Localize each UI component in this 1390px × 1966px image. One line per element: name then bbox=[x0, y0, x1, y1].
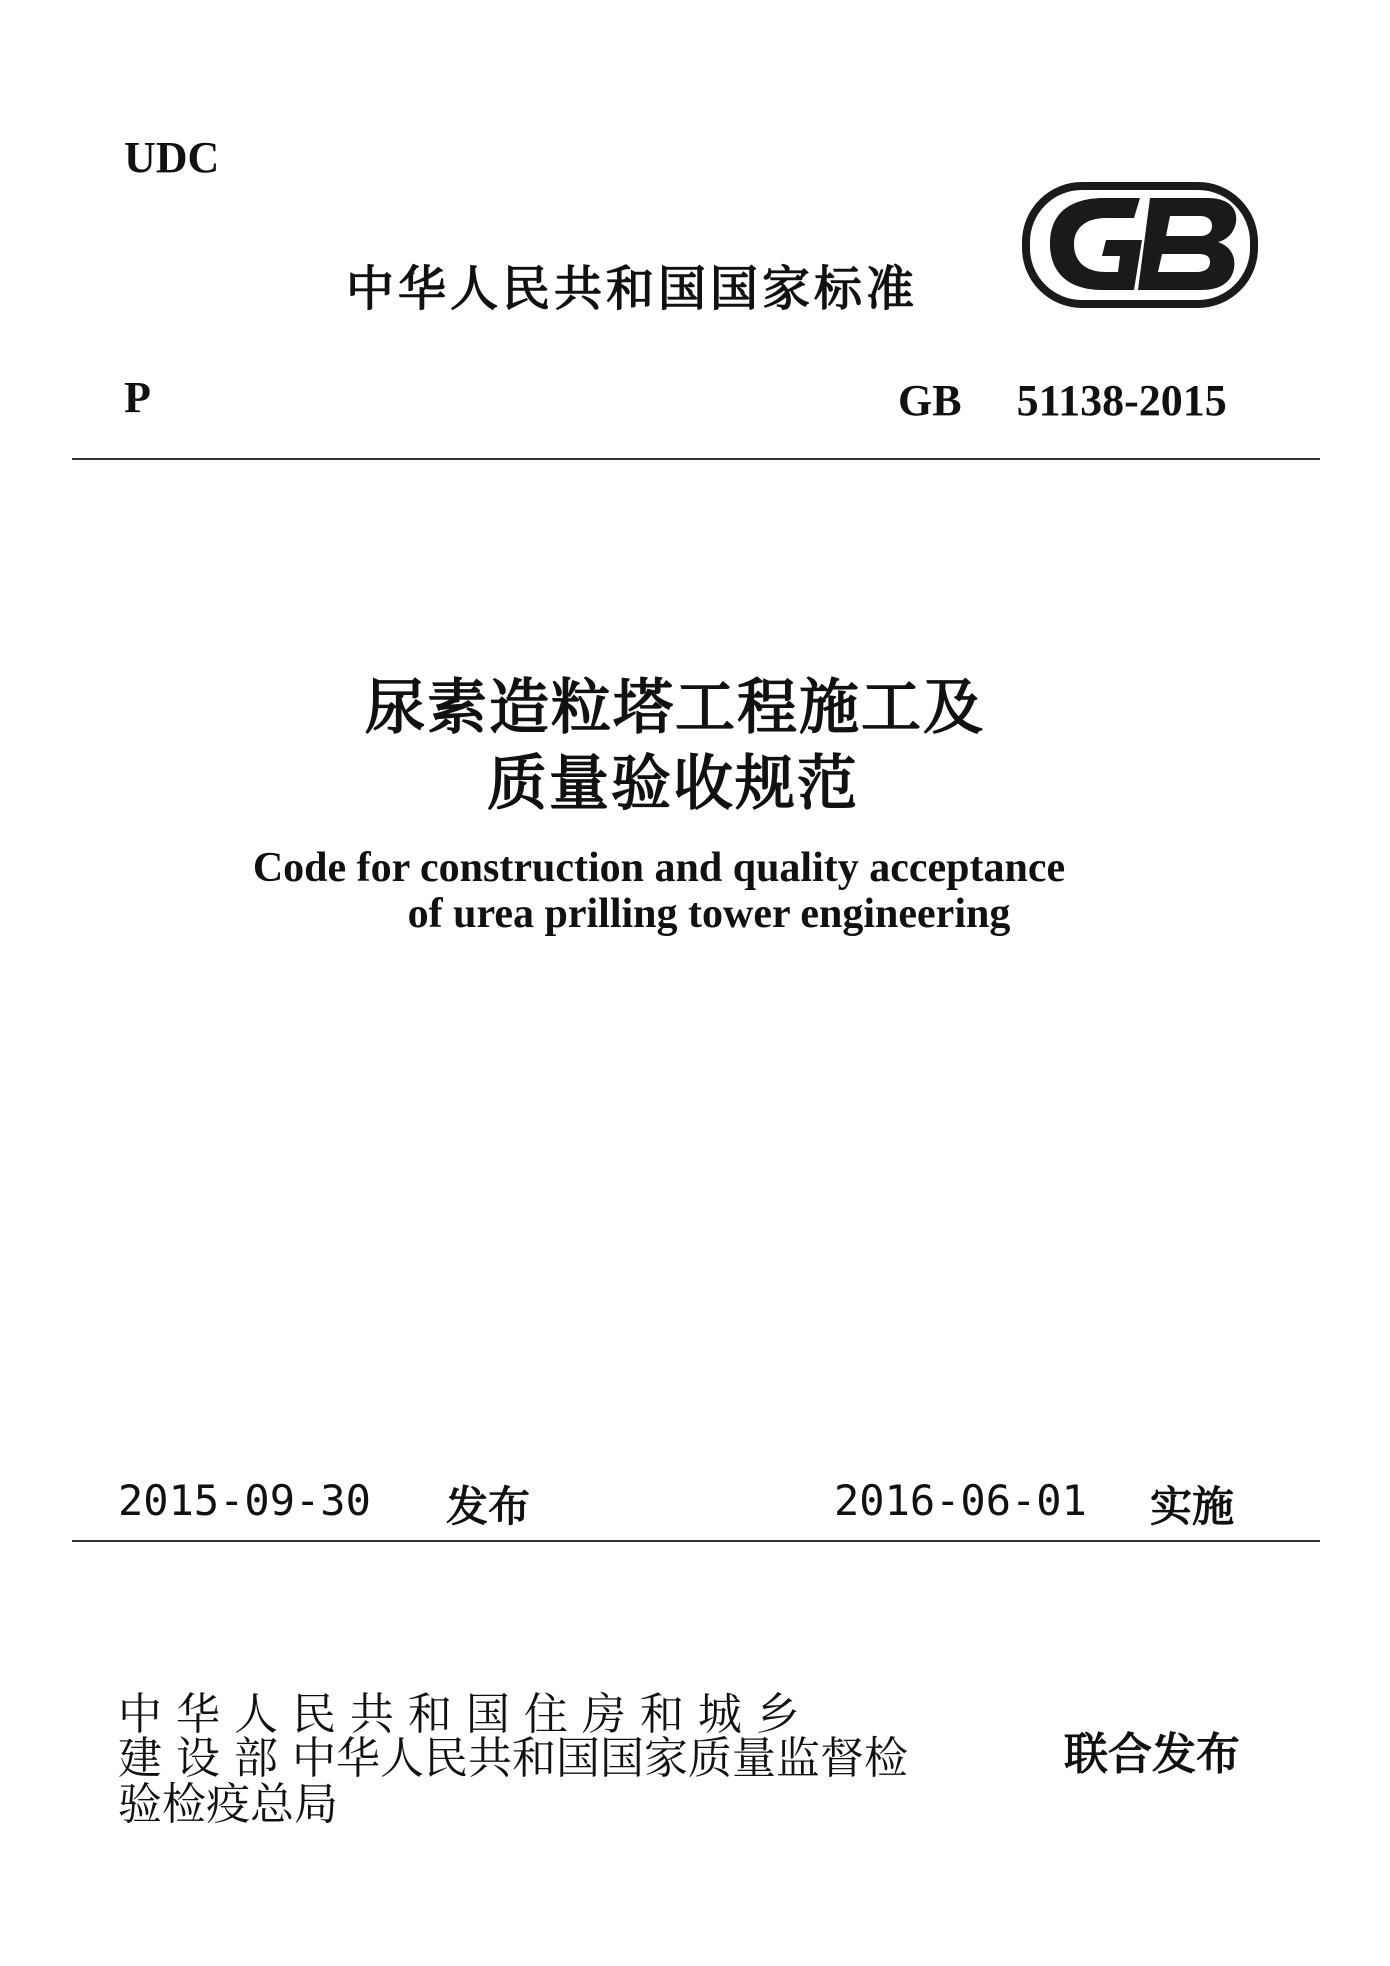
top-divider bbox=[72, 458, 1320, 460]
effective-date: 2016-06-01 bbox=[834, 1476, 1087, 1525]
issuer-line2: 建 设 部 中华人民共和国国家质量监督检 bbox=[118, 1733, 908, 1784]
national-standard-heading: 中华人民共和国国家标准 bbox=[346, 261, 919, 317]
joint-publish-label: 联合发布 bbox=[1064, 1729, 1240, 1780]
publish-date: 2015-09-30 bbox=[118, 1476, 371, 1525]
title-en-line2: of urea prilling tower engineering bbox=[407, 891, 1011, 937]
title-cn-line1: 尿素造粒塔工程施工及 bbox=[365, 673, 985, 743]
title-en-line1: Code for construction and quality acceptance bbox=[252, 845, 1066, 891]
classification-code: P bbox=[124, 373, 151, 422]
publish-label: 发布 bbox=[446, 1482, 531, 1531]
title-cn-line2: 质量验收规范 bbox=[487, 749, 859, 819]
bottom-divider bbox=[72, 1540, 1320, 1542]
effective-label: 实施 bbox=[1150, 1482, 1235, 1531]
udc-label: UDC bbox=[124, 133, 220, 182]
issuer-line3: 验检疫总局 bbox=[118, 1779, 338, 1830]
issuer-line1: 中 华 人 民 共 和 国 住 房 和 城 乡 bbox=[118, 1689, 800, 1740]
gb-logo bbox=[1022, 180, 1258, 310]
standard-number: GB 51138-2015 bbox=[898, 376, 1227, 425]
